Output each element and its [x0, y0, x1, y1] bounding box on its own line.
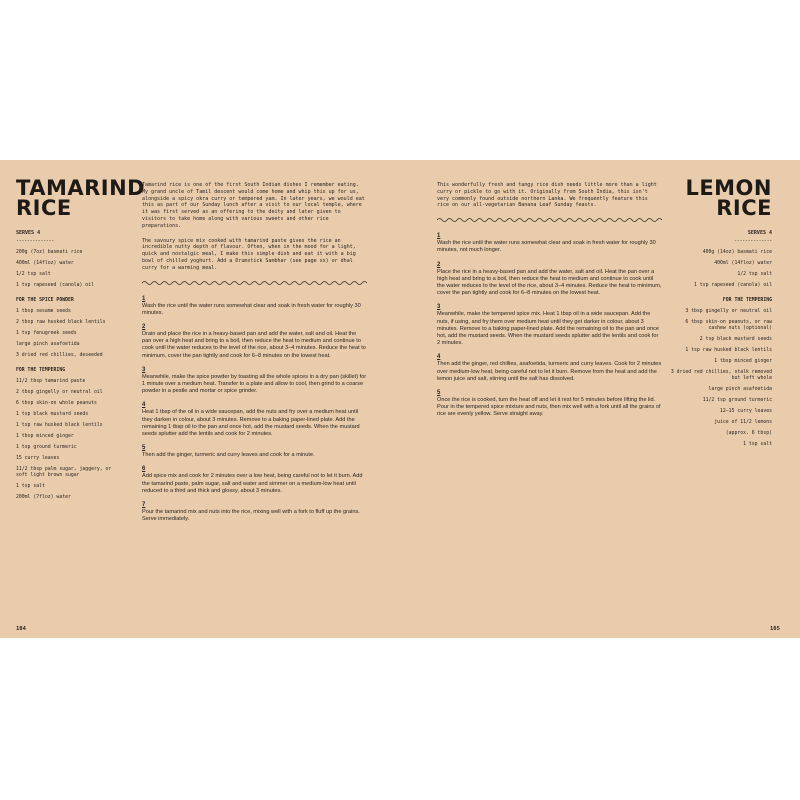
ingredient: large pinch asafoetida: [708, 387, 772, 392]
ingredient: 12–15 curry leaves: [720, 409, 772, 414]
step-number: 1: [142, 295, 146, 302]
ingredient: 400ml (14floz) water: [714, 261, 772, 266]
right-tempering-heading: FOR THE TEMPERING: [722, 298, 772, 303]
method-step: [437, 262, 662, 298]
step-text: Meanwhile, make the spice powder by toasting all the whole spices in a dry pan (skillet) for 1 minute over a medium heat. Transfer to a plate and allow to cool, then grind to a coarse powder in a pestle and mortar or spice grinder.: [142, 373, 367, 395]
right-page-number: 105: [770, 626, 780, 632]
left-recipe-title: TAMARIND RICE: [16, 176, 146, 220]
ingredient: 11/2 tbsp palm sugar, jaggery, or soft light brown sugar: [16, 467, 112, 478]
right-tempering-list: [666, 309, 772, 448]
step-text: Place the rice in a heavy-based pan and add the water, salt and oil. Heat the pan over a high heat and bring to a boil, then reduce the heat to medium and continue to cook until the water reduces to the level of the rice, about 3–4 minutes. Reduce the heat to minimum, cover the pan tightly and cook for 6–8 minutes on the lowest heat.: [437, 268, 662, 297]
step-text: Pour the tamarind mix and nuts into the rice, mixing well with a fork to fluff up the grains. Serve immediately.: [142, 509, 360, 523]
method-step: [142, 466, 367, 495]
step-text: Then add the ginger, red chillies, asafoetida, turmeric and curry leaves. Cook for 2 minutes over medium-low heat, being careful not to let it burn. Remove from the heat and add the lemon juice and salt, stirring until the salt has dissolved.: [437, 361, 662, 382]
method-step: [142, 502, 367, 523]
step-number: 7: [142, 502, 146, 509]
ingredient: 1 tsp black mustard seeds: [16, 412, 89, 417]
ingredient: 1 tsp rapeseed (canola) oil: [694, 283, 772, 288]
right-recipe-title: LEMON RICE: [685, 176, 772, 220]
left-intro-paragraph: Tamarind rice is one of the first South Indian dishes I remember eating. My grand uncle of Tamil descent would come home and whip this up for us, alongside a spicy okra curry or tempered yam. In later years, we would eat this as part of our Sunday lunch after a visit to our local temple, where it was first served as an offering to the deity and later given to visitors to take home along with various sweets and other rice preparations.: [142, 182, 365, 229]
ingredient: 15 curry leaves: [16, 456, 60, 461]
step-number: 4: [437, 354, 441, 361]
left-page-number: 104: [16, 626, 26, 632]
step-number: 2: [142, 323, 146, 330]
ingredient: 2 tbsp raw husked black lentils: [16, 320, 106, 325]
step-number: 6: [142, 466, 146, 473]
ingredient: 3 dried red chillies, deseeded: [16, 353, 103, 358]
ingredient: 1 tbsp sesame seeds: [16, 309, 71, 314]
right-method-column: [437, 182, 662, 426]
method-step: [142, 445, 367, 459]
ingredient: 1 tsp ground turmeric: [16, 445, 77, 450]
ingredient: juice of 11/2 lemons: [714, 420, 772, 425]
ingredient: 11/2 tbsp tamarind paste: [16, 379, 86, 384]
method-step: [437, 304, 662, 347]
method-step: [437, 354, 662, 383]
left-ingredients-column: [16, 176, 146, 506]
spice-powder-list: [16, 309, 124, 359]
ingredient: 3 dried red chillies, stalk removed but left whole: [670, 370, 772, 381]
step-text: Then add the ginger, turmeric and curry leaves and cook for a minute.: [142, 452, 315, 459]
step-number: 3: [437, 304, 441, 311]
ingredient: 1 tsp salt: [16, 484, 45, 489]
step-text: Once the rice is cooked, turn the heat off and let it rest for 5 minutes before lifting the lid. Pour in the tempered spice mixture and nuts, then mix well with a fork until all the grains of rice are evenly yellow. Serve straight away.: [437, 397, 661, 418]
ingredient: (approx. 6 tbsp): [725, 431, 772, 436]
step-text: Wash the rice until the water runs somewhat clear and soak in fresh water for roughly 30 minutes, not much longer.: [437, 240, 656, 254]
ingredient: 1 tbsp minced ginger: [16, 434, 74, 439]
ingredient: 1 tsp rapeseed (canola) oil: [16, 283, 94, 288]
step-number: 5: [437, 390, 441, 397]
ingredient: 400ml (14floz) water: [16, 261, 74, 266]
right-ingredients-column: [666, 178, 772, 453]
step-text: Heat 1 tbsp of the oil in a wide saucepan, add the nuts and fry over a medium heat until they darken in colour, about 3 minutes. Remove to a baking paper-lined plate. Add the remaining 1 tbsp oil to the pan and once hot, add the mustard seeds. When the mustard seeds splutter add the lentils and cook for 2 minutes.: [142, 409, 360, 437]
step-text: Wash the rice until the water runs somewhat clear and soak in fresh water for roughly 30 minutes.: [142, 302, 361, 316]
ingredient: 1/2 tsp salt: [16, 272, 51, 277]
ingredient: 1 tsp raw husked black lentils: [16, 423, 103, 428]
left-ingredient-list: [16, 250, 124, 289]
left-divider: --------------: [16, 238, 54, 244]
ingredient: 1/2 tsp salt: [737, 272, 772, 277]
left-tempering-list: [16, 379, 124, 501]
method-step: [142, 402, 367, 438]
left-serves: SERVES 4: [16, 230, 41, 236]
method-step: [142, 324, 367, 360]
right-divider: --------------: [734, 238, 772, 244]
spice-powder-heading: FOR THE SPICE POWDER: [16, 298, 74, 303]
book-spread: [0, 160, 800, 638]
ingredient: 6 tbsp skin-on peanuts, or raw cashew nuts (optional): [685, 320, 772, 331]
step-number: 3: [142, 366, 146, 373]
step-number: 2: [437, 261, 441, 268]
right-ingredient-list: [666, 250, 772, 289]
ingredient: 3 tbsp gingelly or neutral oil: [685, 309, 772, 314]
ingredient: 1 tsp salt: [743, 442, 772, 447]
method-step: [142, 367, 367, 396]
step-number: 4: [142, 402, 146, 409]
left-intro-paragraph: The savoury spice mix cooked with tamarind paste gives the rice an incredible nutty depth of flavour. Often, when in the mood for a light, quick and nostalgic meal, I make this simple dish and eat it with a big bowl of chilled yoghurt. Add a Drumstick Sambhar (see page xx) or dhal curry for a warming meal.: [142, 237, 356, 271]
ingredient: 2 tbsp gingelly or neutral oil: [16, 390, 103, 395]
step-text: Add spice mix and cook for 2 minutes over a low heat, being careful not to let it burn. Add the tamarind paste, palm sugar, salt and water and simmer on a medium-low heat until reduced to a third and thick and glossy, about 3 minutes.: [142, 473, 363, 494]
step-text: Drain and place the rice in a heavy-based pan and add the water, salt and oil. Heat the pan over a high heat and bring to a boil, then reduce the heat to medium and continue to cook until the water reduces to the level of the rice, about 3–4 minutes. Reduce the heat to minimum, cover the pan tightly and cook for 6–8 minutes on the lowest heat.: [142, 330, 366, 359]
ingredient: 200g (7oz) basmati rice: [16, 250, 83, 255]
method-step: [437, 233, 662, 254]
wavy-divider: [142, 280, 367, 286]
ingredient: 2 tsp black mustard seeds: [699, 337, 772, 342]
ingredient: large pinch asafoetida: [16, 342, 80, 347]
left-method-column: [142, 182, 367, 530]
wavy-divider: [437, 217, 662, 223]
ingredient: 400g (14oz) basmati rice: [702, 250, 772, 255]
ingredient: 6 tbsp skin-on whole peanuts: [16, 401, 97, 406]
step-number: 5: [142, 445, 146, 452]
right-intro-paragraph: This wonderfully fresh and tangy rice dish needs little more than a light curry or pickle to go with it. Originally from South India, this isn't very commonly found outside northern Lanka. We frequently feature this rice on our all-vegetarian Banana Leaf Sunday feasts.: [437, 182, 657, 209]
right-serves: SERVES 4: [747, 230, 772, 236]
step-number: 1: [437, 233, 441, 240]
step-text: Meanwhile, make the tempered spice mix. Heat 1 tbsp oil in a wide saucepan. Add the nuts, if using, and fry them over medium heat until they get darker in colour, about 3 minutes. Remove to a baking paper-lined plate. Add the remaining oil to the pan and once hot, add the mustard seeds. When the mustard seeds splutter add the lentils and cook for 2 minutes.: [437, 311, 660, 347]
ingredient: 1 tsp fenugreek seeds: [16, 331, 77, 336]
method-step: [142, 296, 367, 317]
left-tempering-heading: FOR THE TEMPERING: [16, 368, 66, 373]
ingredient: 1 tbsp minced ginger: [714, 359, 772, 364]
ingredient: 11/2 tsp ground turmeric: [702, 398, 772, 403]
ingredient: 200ml (7floz) water: [16, 495, 71, 500]
ingredient: 1 tsp raw husked black lentils: [685, 348, 772, 353]
method-step: [437, 390, 662, 419]
